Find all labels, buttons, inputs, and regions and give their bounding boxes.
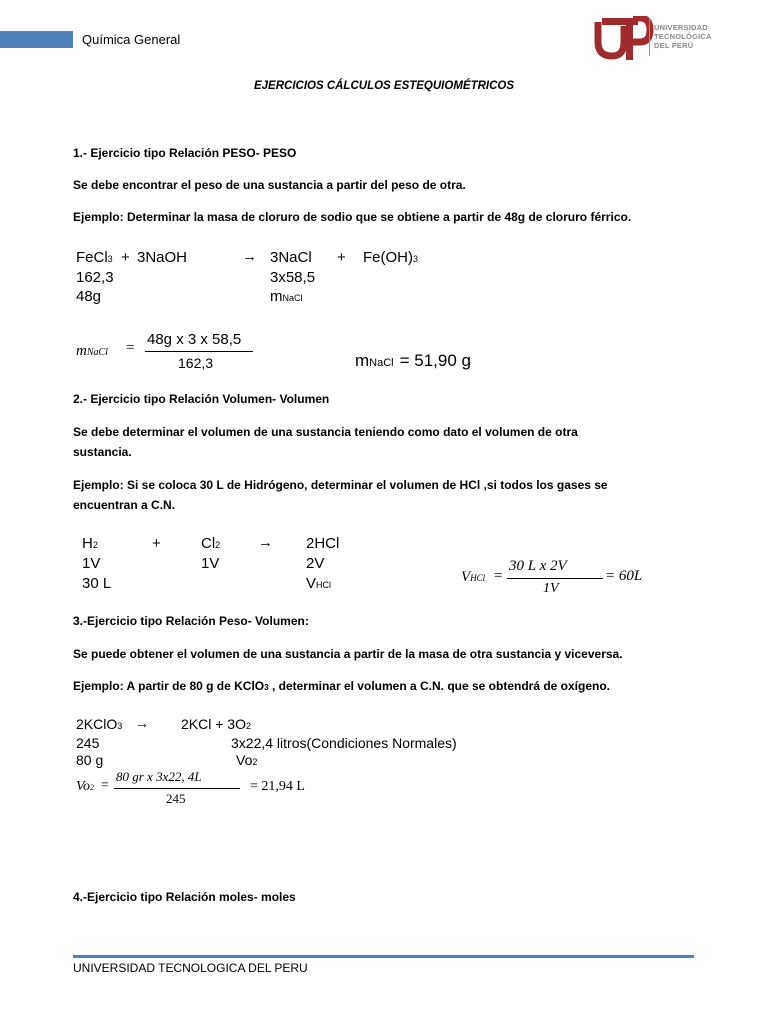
s3-eq-row2-left: 245 (76, 735, 100, 751)
footer-divider (73, 955, 694, 958)
s1-eq-mass-left: 48g (76, 288, 102, 305)
s1-eq-reactant2: 3NaOH (137, 249, 188, 266)
s2-eq-h2: H2 (82, 535, 98, 552)
s1-eq-product1: 3NaCl (270, 249, 312, 266)
s3-eq-row3-right: Vo2 (236, 752, 258, 768)
s3-formula-denominator: 245 (166, 791, 186, 806)
s2-eq-row3-c3: VHCl (306, 575, 332, 592)
s1-formula-denominator: 162,3 (178, 355, 214, 371)
s2-formula-lhs: VHCl (461, 569, 486, 585)
s1-fraction-line (145, 351, 253, 352)
s2-formula-numerator: 30 L x 2V (509, 558, 567, 574)
s2-eq-plus: + (152, 535, 161, 552)
s1-formula-result: mNaCl = 51,90 g (355, 351, 471, 370)
s3-eq-row2-right: 3x22,4 litros(Condiciones Normales) (231, 735, 457, 751)
s3-eq-reactant: 2KClO3 (76, 716, 123, 732)
s2-formula-result: = 60L (605, 568, 643, 584)
section2-example-1: Ejemplo: Si se coloca 30 L de Hidrógeno, determinar el volumen de HCl ,si todos los gases se (73, 478, 608, 492)
section2-description-2: sustancia. (73, 445, 132, 459)
section3-example: Ejemplo: A partir de 80 g de KClO3 , determinar el volumen a C.N. que se obtendrá de oxígeno. (73, 679, 611, 693)
s2-formula-denominator: 1V (543, 581, 559, 596)
s2-eq-row2-c3: 2V (306, 555, 325, 572)
arrow-right-icon: → (242, 248, 257, 265)
s1-eq-plus1: + (121, 249, 130, 266)
s3-formula-lhs: Vo2 (76, 779, 94, 794)
s3-eq-products: 2KCl + 3O2 (181, 716, 251, 732)
logo-line-1: UNIVERSIDAD (654, 23, 708, 32)
logo-line-2: TECNOLÓGICA (654, 32, 712, 41)
s2-eq-cl2: Cl2 (201, 535, 221, 552)
logo-divider (649, 18, 650, 56)
s1-eq-reactant1: FeCl3 (76, 249, 113, 266)
section4-heading: 4.-Ejercicio tipo Relación moles- moles (73, 890, 296, 904)
section1-heading: 1.- Ejercicio tipo Relación PESO- PESO (73, 146, 297, 160)
section1-example: Ejemplo: Determinar la masa de cloruro de sodio que se obtiene a partir de 48g de cloruro férrico. (73, 210, 632, 224)
s1-eq-plus2: + (337, 249, 346, 266)
s2-eq-row2-c1: 1V (82, 555, 101, 572)
section3-description: Se puede obtener el volumen de una sustancia a partir de la masa de otra sustancia y viceversa. (73, 647, 623, 661)
s1-eq-molar-left: 162,3 (76, 269, 114, 286)
s2-eq-row2-c2: 1V (201, 555, 220, 572)
page-title: EJERCICIOS CÁLCULOS ESTEQUIOMÉTRICOS (253, 80, 515, 92)
course-title: Química General (82, 32, 181, 47)
s3-formula-equals: = (101, 778, 109, 793)
s1-formula-numerator: 48g x 3 x 58,5 (147, 331, 242, 348)
s1-eq-mass-right: mNaCl (270, 288, 303, 305)
s3-fraction-line (114, 788, 240, 789)
s3-eq-row3-left: 80 g (76, 752, 104, 768)
utp-logo (594, 16, 724, 64)
s2-eq-row3-c1: 30 L (82, 575, 112, 592)
s1-formula-lhs: mNaCl (76, 343, 108, 359)
header-accent-bar (0, 31, 73, 48)
s3-formula-result: = 21,94 L (250, 779, 305, 794)
section2-example-2: encuentran a C.N. (73, 498, 176, 512)
section2-heading: 2.- Ejercicio tipo Relación Volumen- Volumen (73, 392, 330, 406)
section1-description: Se debe encontrar el peso de una sustancia a partir del peso de otra. (73, 178, 466, 192)
s2-eq-hcl: 2HCl (306, 535, 340, 552)
logo-text (654, 23, 712, 50)
s1-eq-molar-right: 3x58,5 (270, 269, 316, 286)
utp-logo-icon (594, 16, 654, 64)
footer-text: UNIVERSIDAD TECNOLOGICA DEL PERU (73, 961, 308, 975)
s1-formula-equals: = (126, 340, 135, 356)
logo-line-3: DEL PERÚ (654, 41, 694, 50)
s2-fraction-line (507, 578, 603, 579)
arrow-right-icon: → (258, 534, 273, 551)
arrow-right-icon: → (135, 715, 149, 731)
s1-eq-product2: Fe(OH)3 (363, 249, 419, 266)
section2-description-1: Se debe determinar el volumen de una sustancia teniendo como dato el volumen de otra (73, 425, 578, 439)
s2-formula-equals: = (494, 568, 503, 584)
s3-formula-numerator: 80 gr x 3x22, 4L (116, 769, 202, 784)
section3-heading: 3.-Ejercicio tipo Relación Peso- Volumen: (73, 614, 309, 628)
